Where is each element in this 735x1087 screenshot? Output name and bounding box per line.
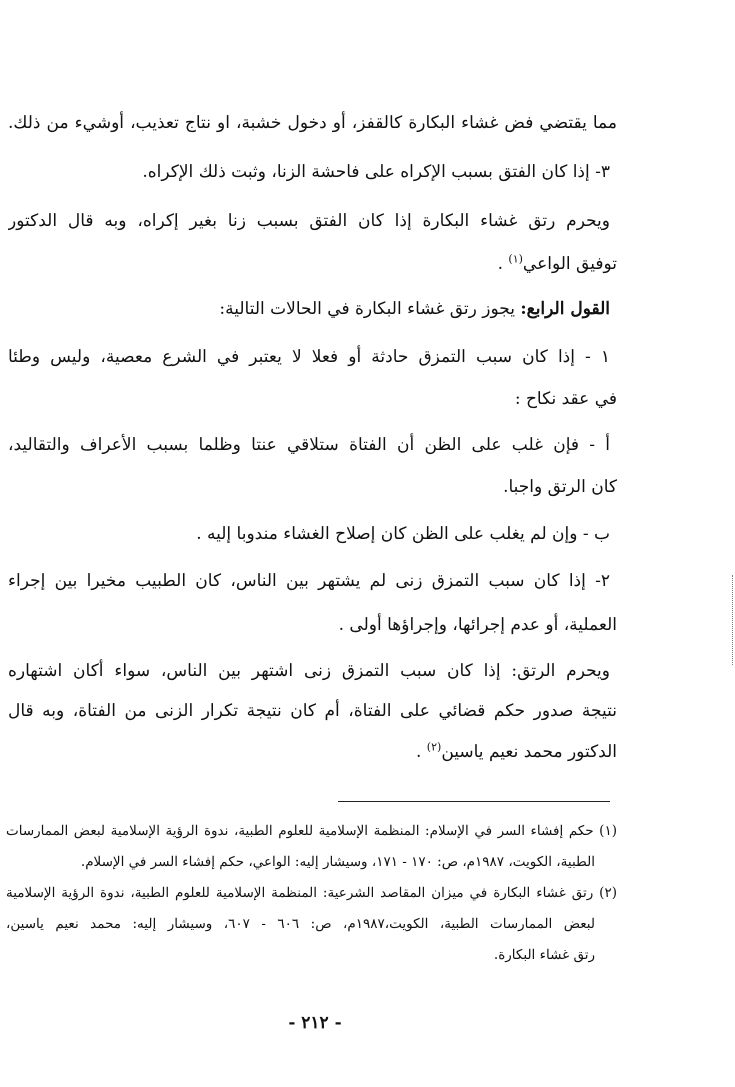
text-line-3: ويحرم رتق غشاء البكارة إذا كان الفتق بسبب زنا بغير إكراه، وبه قال الدكتور	[8, 211, 610, 231]
text-line-6: ١ - إذا كان سبب التمزق حادثة أو فعلا لا يعتبر في الشرع معصية، وليس وطئا	[8, 347, 610, 367]
text-line-9: كان الرتق واجبا.	[503, 477, 617, 497]
page-number: - ٢١٢ -	[288, 1013, 342, 1033]
text-line-13: ويحرم الرتق: إذا كان سبب التمزق زنى اشتهر بين الناس، سواء أكان اشتهاره	[8, 661, 610, 681]
footnote-ref-1: (١)	[508, 252, 523, 266]
text-line-1: مما يقتضي فض غشاء البكارة كالقفز، أو دخول خشبة، او نتاج تعذيب، أوشيء من ذلك.	[8, 113, 617, 133]
text-line-7: في عقد نكاح :	[514, 389, 617, 409]
section-heading: القول الرابع:	[520, 299, 610, 319]
margin-binding-mark	[724, 575, 733, 665]
text-line-14: نتيجة صدور حكم قضائي على الفتاة، أم كان نتيجة تكرار الزنى من الفتاة، وبه قال	[8, 701, 617, 721]
text-line-15	[8, 737, 617, 767]
footnote-1-line-2: الطبية، الكويت، ١٩٨٧م، ص: ١٧٠ - ١٧١، وسيشار إليه: الواعي، حكم إفشاء السر في الإسلام.	[80, 854, 595, 870]
text-line-8: أ - فإن غلب على الظن أن الفتاة ستلاقي عنتا وظلما بسبب الأعراف والتقاليد،	[8, 435, 610, 455]
author-name-2: الدكتور محمد نعيم ياسين	[441, 742, 617, 762]
footnote-divider	[338, 801, 610, 802]
text-line-5	[8, 294, 610, 324]
text-line-10: ب - وإن لم يغلب على الظن كان إصلاح الغشاء مندوبا إليه .	[196, 524, 610, 544]
text-line-12: العملية، أو عدم إجرائها، وإجراؤها أولى .	[338, 615, 617, 635]
footnote-2-line-1: (٢) رتق غشاء البكارة في ميزان المقاصد الشرعية: المنظمة الإسلامية للعلوم الطبية، ندوة الرؤية الإسلامية	[6, 885, 617, 901]
section-heading-rest: يجوز رتق غشاء البكارة في الحالات التالية:	[219, 299, 521, 319]
text-line-11: ٢- إذا كان سبب التمزق زنى لم يشتهر بين الناس، كان الطبيب مخيرا بين إجراء	[8, 571, 610, 591]
author-name-1: توفيق الواعي	[522, 254, 617, 274]
line-end-1: .	[497, 254, 509, 274]
footnote-1-line-1: (١) حكم إفشاء السر في الإسلام: المنظمة الإسلامية للعلوم الطبية، ندوة الرؤية الإسلامية لبعض الممارسات	[6, 823, 617, 839]
line-end-2: .	[415, 742, 427, 762]
footnote-2-line-2: لبعض الممارسات الطبية، الكويت،١٩٨٧م، ص: ٦٠٦ - ٦٠٧، وسيشار إليه: محمد نعيم ياسين،	[6, 916, 595, 932]
footnote-2-line-3: رتق غشاء البكارة.	[493, 947, 595, 963]
footnote-ref-2: (٢)	[426, 740, 442, 754]
text-line-4	[8, 249, 617, 279]
text-line-2: ٣- إذا كان الفتق بسبب الإكراه على فاحشة الزنا، وثبت ذلك الإكراه.	[142, 162, 610, 182]
